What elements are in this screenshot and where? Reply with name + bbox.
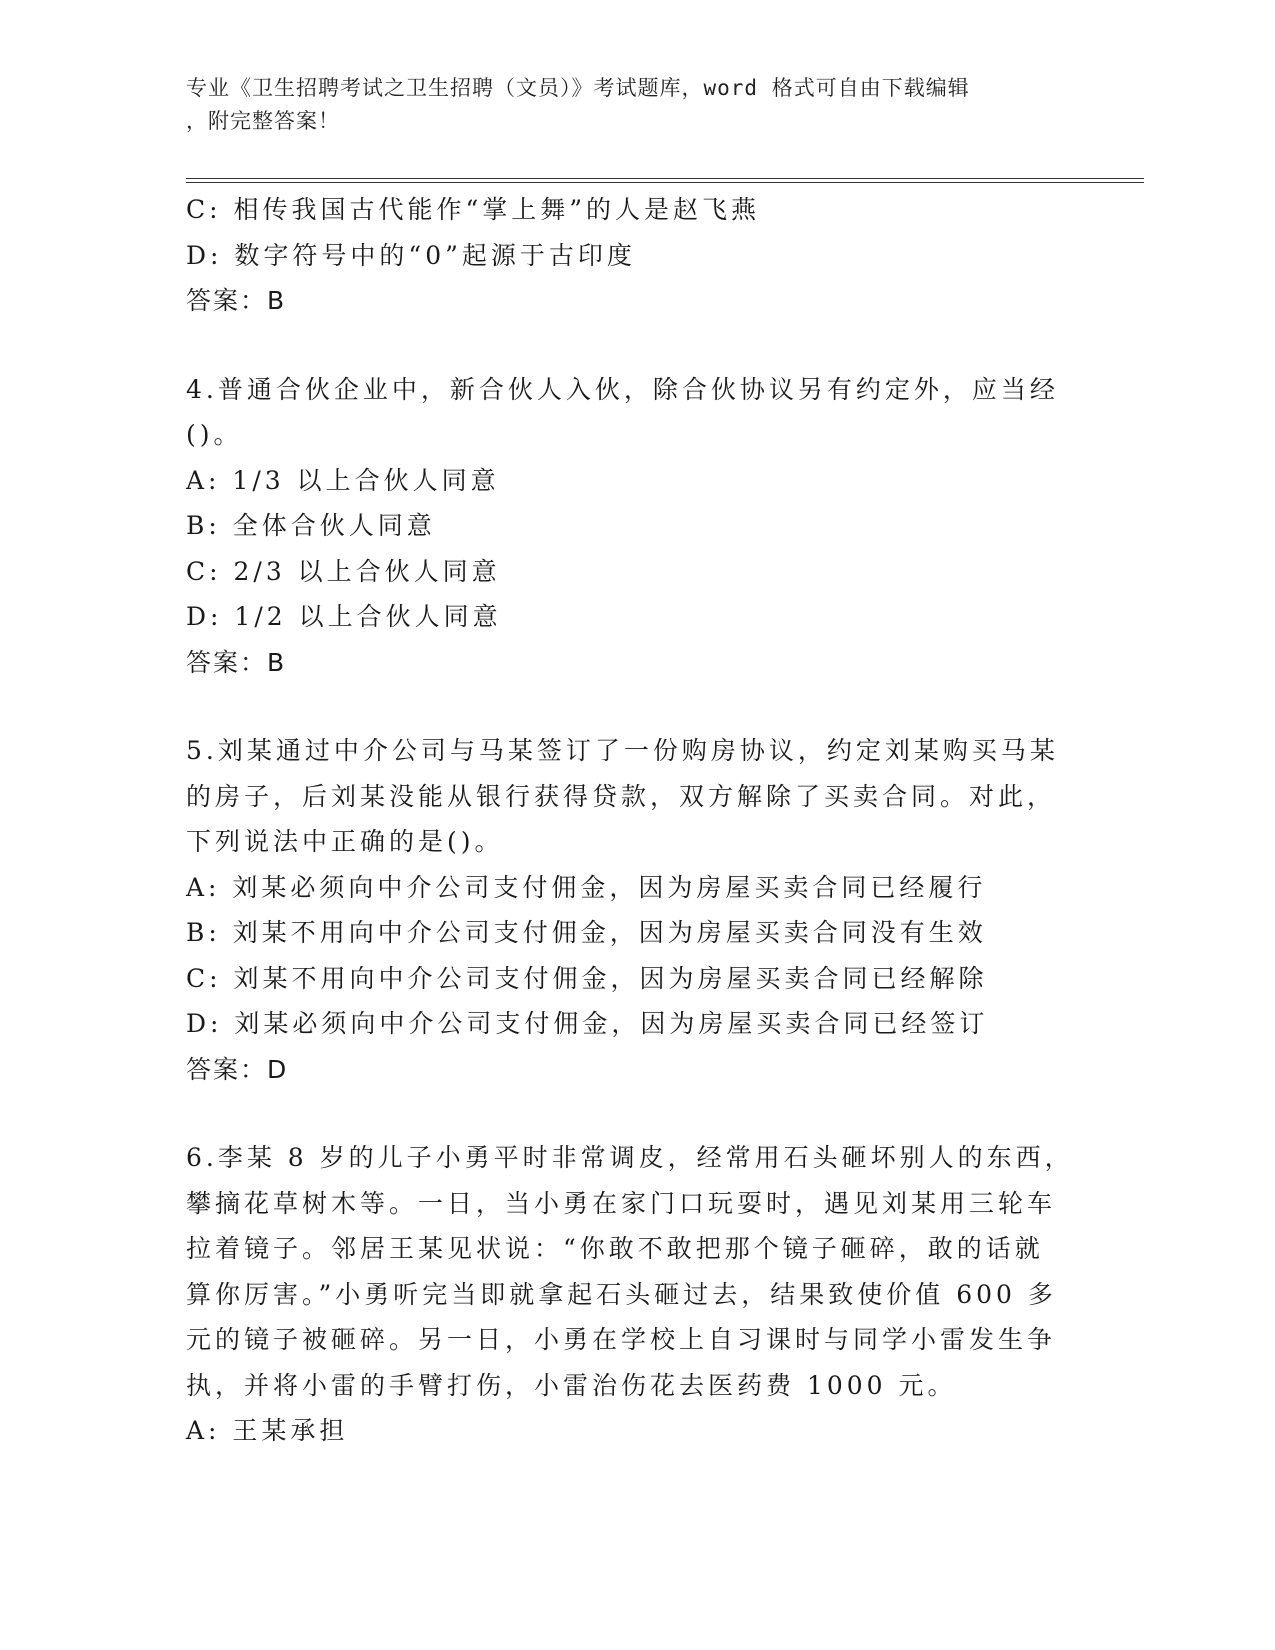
question-3: [186, 187, 1066, 324]
question-list: [186, 187, 1074, 1454]
header-divider: [186, 178, 1144, 183]
answer-label: 答案：D: [186, 1054, 289, 1084]
question-text-line: 下列说法中正确的是()。: [186, 827, 504, 856]
question-4: [186, 367, 1066, 686]
question-text-line: 攀摘花草树木等。一日，当小勇在家门口玩耍时，遇见刘某用三轮车: [186, 1188, 1057, 1218]
question-text-line: 4.普通合伙企业中，新合伙人入伙，除合伙协议另有约定外，应当经: [186, 374, 1059, 404]
header-line-1: 专业《卫生招聘考试之卫生招聘（文员）》考试题库，word 格式可自由下载编辑: [186, 76, 970, 100]
answer-label: 答案：B: [186, 286, 287, 315]
option-d: D: 刘某必须向中介公司支付佣金，因为房屋买卖合同已经签订: [186, 1009, 989, 1038]
question-text-line: 拉着镜子。邻居王某见状说：“你敢不敢把那个镜子砸碎，敢的话就: [186, 1234, 1044, 1263]
option-c: C: 2/3 以上合伙人同意: [186, 556, 501, 586]
option-c: C: 刘某不用向中介公司支付佣金，因为房屋买卖合同已经解除: [186, 963, 988, 993]
question-text-line: 算你厉害。”小勇听完当即就拿起石头砸过去，结果致使价值 600 多: [186, 1279, 1057, 1309]
option-c: C: 相传我国古代能作“掌上舞”的人是赵飞燕: [186, 195, 761, 224]
document-header: [186, 72, 1066, 138]
header-line-2: ，附完整答案！: [186, 109, 340, 133]
option-a: A: 刘某必须向中介公司支付佣金，因为房屋买卖合同已经履行: [186, 872, 987, 902]
option-d: D: 1/2 以上合伙人同意: [186, 602, 502, 631]
option-a: A: 王某承担: [186, 1416, 349, 1445]
question-text-line: 6.李某 8 岁的儿子小勇平时非常调皮，经常用石头砸坏别人的东西，: [186, 1143, 1074, 1172]
option-d: D: 数字符号中的“0”起源于古印度: [186, 240, 636, 270]
question-text-line: 的房子，后刘某没能从银行获得贷款，双方解除了买卖合同。对此，: [186, 781, 1057, 811]
answer-label: 答案：B: [186, 647, 287, 677]
question-text-line: 元的镜子被砸碎。另一日，小勇在学校上自习课时与同学小雷发生争: [186, 1325, 1057, 1354]
question-5: [186, 728, 1066, 1092]
option-b: B: 全体合伙人同意: [186, 511, 436, 540]
question-text-line: 执，并将小雷的手臂打伤，小雷治伤花去医药费 1000 元。: [186, 1370, 957, 1400]
question-text-line: 5.刘某通过中介公司与马某签订了一份购房协议，约定刘某购买马某: [186, 736, 1059, 765]
question-text-line: ()。: [186, 420, 243, 449]
question-6: [186, 1135, 1074, 1454]
option-b: B: 刘某不用向中介公司支付佣金，因为房屋买卖合同没有生效: [186, 918, 987, 947]
option-a: A: 1/3 以上合伙人同意: [186, 465, 500, 495]
